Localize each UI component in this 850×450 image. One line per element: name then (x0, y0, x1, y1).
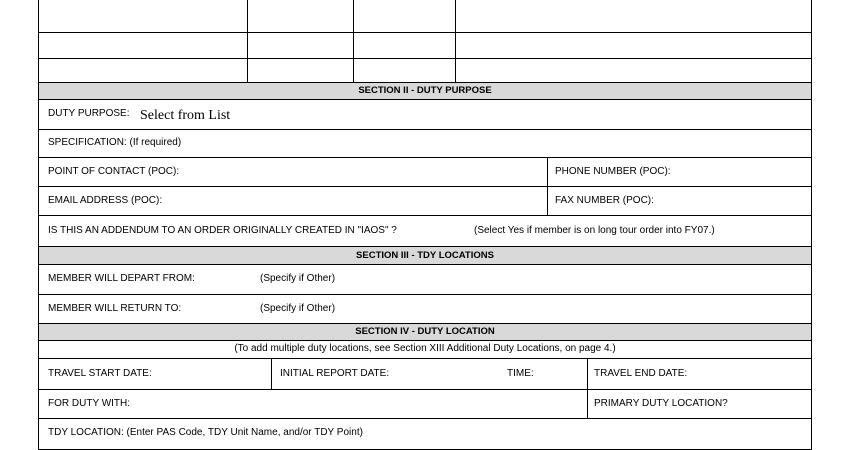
poc-field[interactable] (39, 158, 547, 186)
grid-row-3 (38, 59, 812, 83)
section-3-title: SECTION III - TDY LOCATIONS (356, 250, 494, 261)
duty-purpose-select[interactable]: Select from List (140, 108, 231, 123)
grid-row-2 (38, 33, 812, 59)
section-4-title: SECTION IV - DUTY LOCATION (355, 326, 495, 337)
phone-label: PHONE NUMBER (POC): (555, 166, 671, 177)
fax-label: FAX NUMBER (POC): (555, 195, 654, 206)
addendum-label: IS THIS AN ADDENDUM TO AN ORDER ORIGINALLY CREATED IN "IAOS" ? (48, 225, 397, 236)
grid-cell-1-3[interactable] (354, 0, 455, 32)
travel-end-label: TRAVEL END DATE: (594, 368, 688, 379)
travel-start-field[interactable] (39, 359, 271, 389)
addendum-note: (Select Yes if member is on long tour order into FY07.) (474, 225, 715, 236)
grid-cell-2-2[interactable] (248, 33, 353, 58)
time-label: TIME: (507, 368, 534, 379)
specification-row[interactable] (38, 130, 812, 158)
grid-cell-3-4[interactable] (456, 59, 811, 82)
email-label: EMAIL ADDRESS (POC): (48, 195, 163, 206)
section-3-header (38, 247, 812, 265)
section-4-header (38, 324, 812, 341)
fax-field[interactable] (548, 187, 811, 215)
duty-purpose-label: DUTY PURPOSE: (48, 108, 130, 119)
depart-row[interactable] (38, 265, 812, 295)
initial-report-field[interactable] (272, 359, 587, 389)
email-row (38, 187, 812, 216)
return-row[interactable] (38, 295, 812, 324)
primary-duty-field[interactable] (588, 390, 811, 418)
section-4-note-row (38, 341, 812, 359)
email-field[interactable] (39, 187, 547, 215)
depart-hint: (Specify if Other) (260, 273, 336, 284)
section-2-header (38, 83, 812, 100)
return-label: MEMBER WILL RETURN TO: (48, 303, 182, 314)
for-duty-field[interactable] (39, 390, 587, 418)
grid-cell-1-1[interactable] (39, 0, 247, 32)
section-4-note: (To add multiple duty locations, see Section XIII Additional Duty Locations, on page 4.) (234, 343, 616, 354)
specification-label: SPECIFICATION: (If required) (48, 137, 182, 148)
grid-cell-2-1[interactable] (39, 33, 247, 58)
return-hint: (Specify if Other) (260, 303, 336, 314)
grid-cell-2-3[interactable] (354, 33, 455, 58)
grid-cell-3-2[interactable] (248, 59, 353, 82)
grid-cell-1-4[interactable] (456, 0, 811, 32)
grid-cell-1-2[interactable] (248, 0, 353, 32)
poc-row (38, 158, 812, 187)
depart-label: MEMBER WILL DEPART FROM: (48, 273, 195, 284)
orders-form (38, 0, 812, 443)
travel-end-field[interactable] (588, 359, 811, 389)
grid-cell-3-3[interactable] (354, 59, 455, 82)
for-duty-row (38, 390, 812, 419)
grid-row-1 (38, 0, 812, 33)
travel-dates-row (38, 359, 812, 390)
section-2-title: SECTION II - DUTY PURPOSE (358, 85, 492, 96)
poc-label: POINT OF CONTACT (POC): (48, 166, 180, 177)
grid-cell-2-4[interactable] (456, 33, 811, 58)
addendum-row[interactable] (38, 216, 812, 247)
travel-start-label: TRAVEL START DATE: (48, 368, 152, 379)
for-duty-label: FOR DUTY WITH: (48, 398, 131, 409)
tdy-location-row[interactable] (38, 419, 812, 450)
initial-report-label: INITIAL REPORT DATE: (280, 368, 390, 379)
primary-duty-label: PRIMARY DUTY LOCATION? (594, 398, 728, 409)
phone-field[interactable] (548, 158, 811, 186)
duty-purpose-row (38, 100, 812, 130)
grid-cell-3-1[interactable] (39, 59, 247, 82)
tdy-location-label: TDY LOCATION: (Enter PAS Code, TDY Unit Name, and/or TDY Point) (48, 427, 363, 438)
